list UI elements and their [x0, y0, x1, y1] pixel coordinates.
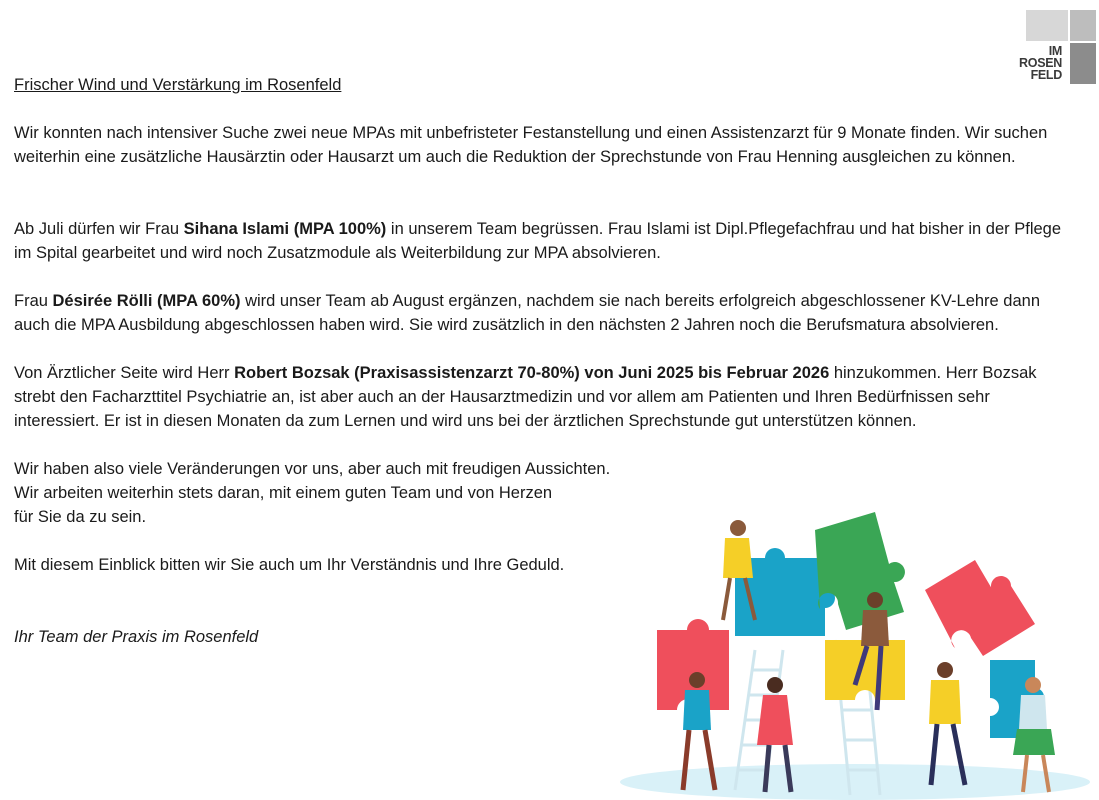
p2-text-pre: Frau	[14, 292, 53, 310]
p1-text-pre: Ab Juli dürfen wir Frau	[14, 220, 184, 238]
p3-name-bold: Robert Bozsak (Praxisassistenzarzt 70-80%) von Juni 2025 bis Februar 2026	[234, 364, 830, 382]
intro-paragraph: Wir konnten nach intensiver Suche zwei neue MPAs mit unbefristeter Festanstellung und einen Assistenzarzt für 9 Monate finden. Wir suchen weiterhin eine zusätzliche Hausärztin oder Hausarzt um auch die Reduktion der Sprechstunde von Frau Henning ausgleichen zu können.	[14, 124, 1048, 166]
logo-text-line-3: FELD	[1030, 68, 1062, 82]
signature: Ihr Team der Praxis im Rosenfeld	[14, 628, 259, 646]
outlook-line-3: für Sie da zu sein.	[14, 508, 147, 526]
outlook-line-2: Wir arbeiten weiterhin stets daran, mit einem guten Team und von Herzen	[14, 484, 553, 502]
paragraph-robert-bozsak	[14, 361, 1064, 433]
p1-name-bold: Sihana Islami (MPA 100%)	[183, 220, 387, 238]
paragraph-closing: Mit diesem Einblick bitten wir Sie auch um Ihr Verständnis und Ihre Geduld.	[14, 556, 565, 574]
paragraph-sihana-islami	[14, 217, 1064, 265]
logo-tile-top-left	[1026, 10, 1068, 41]
logo-tile-bottom-right	[1070, 43, 1096, 84]
teamwork-puzzle-illustration-icon	[605, 500, 1099, 800]
logo-tile-top-right	[1070, 10, 1096, 41]
outlook-line-1: Wir haben also viele Veränderungen vor uns, aber auch mit freudigen Aussichten.	[14, 460, 611, 478]
p2-text-post: wird unser Team ab August ergänzen, nachdem sie nach bereits erfolgreich abgeschlossener KV-Lehre dann auch die MPA Ausbildung abgeschlossen haben wird. Sie wird zusätzlich in den nächsten 2 Jahren noch die Berufsmatura absolvieren.	[14, 292, 1041, 334]
puzzle-piece-red-right	[925, 560, 1035, 656]
paragraph-desiree-roelli	[14, 289, 1064, 337]
paragraph-outlook	[14, 457, 694, 529]
logo-text-line-2: ROSEN	[1019, 56, 1062, 70]
page-title: Frischer Wind und Verstärkung im Rosenfeld	[14, 76, 342, 94]
p2-name-bold: Désirée Rölli (MPA 60%)	[52, 292, 241, 310]
puzzle-piece-green	[815, 512, 905, 630]
logo-text-line-1: IM	[1048, 44, 1062, 58]
p3-text-pre: Von Ärztlicher Seite wird Herr	[14, 364, 235, 382]
p3-text-post: hinzukommen. Herr Bozsak strebt den Facharzttitel Psychiatrie an, ist aber auch an der Hausarztmedizin und vor allem am Patienten und Ihren Bedürfnissen sehr interessiert. Er ist in diesen Monaten da zum Lernen und wird uns bei der ärztlichen Sprechstunde gut unterstützen können.	[14, 364, 1037, 430]
p1-text-post: in unserem Team begrüssen. Frau Islami ist Dipl.Pflegefachfrau und hat bisher in der Pflege im Spital gearbeitet und wird noch Zusatzmodule als Weiterbildung zur MPA absolvieren.	[14, 220, 1062, 262]
